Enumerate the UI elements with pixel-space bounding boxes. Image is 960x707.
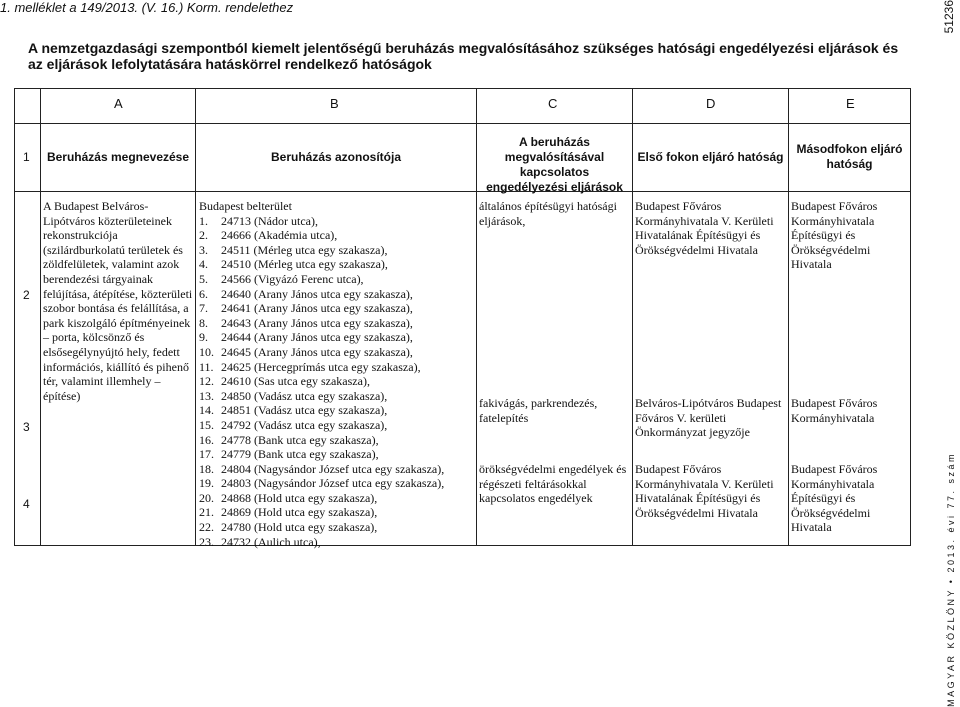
identifier-text: 24803 (Nagysándor József utca egy szakasza),: [221, 476, 445, 491]
identifier-item: [199, 462, 475, 477]
identifier-number: 11.: [199, 359, 214, 374]
identifier-text: 24792 (Vadász utca egy szakasza),: [221, 417, 388, 432]
column-letter-c: C: [548, 96, 558, 111]
first-instance-row-4: Budapest Főváros Kormányhivatala V. Kerületi Hivatalának Építésügyi és Örökségvédelmi Hivatala: [635, 462, 774, 520]
identifier-text: 24566 (Vigyázó Ferenc utca),: [221, 271, 364, 286]
identifier-item: [199, 374, 475, 389]
column-letter-b: B: [330, 96, 339, 111]
identifier-text: 24666 (Akadémia utca),: [221, 228, 338, 243]
header-procedures: A beruházás megvalósításával kapcsolatos engedélyezési eljárások: [486, 135, 623, 194]
identifier-text: 24850 (Vadász utca egy szakasza),: [221, 388, 388, 403]
identifier-item: [199, 403, 475, 418]
row-number-2: 2: [23, 288, 30, 302]
identifier-item: [199, 316, 475, 331]
identifier-text: 24640 (Arany János utca egy szakasza),: [221, 286, 413, 301]
identifier-item: [199, 345, 475, 360]
identifier-item: [199, 476, 475, 491]
identifier-cell: [199, 199, 475, 549]
row-number-4: 4: [23, 497, 30, 511]
page-number: 51236: [942, 0, 956, 34]
identifier-item: [199, 389, 475, 404]
identifier-text: 24610 (Sas utca egy szakasza),: [221, 374, 370, 389]
identifier-item: [199, 418, 475, 433]
identifier-number: 18.: [199, 461, 214, 476]
identifier-number: 16.: [199, 432, 214, 447]
identifier-number: 8.: [199, 315, 208, 330]
document-title: A nemzetgazdasági szempontból kiemelt jelentőségű beruházás megvalósításához szükséges hatósági engedélyezési eljárások és az eljárások lefolytatására hatáskörrel rendelkező hatóságok: [28, 40, 899, 72]
identifier-number: 23.: [199, 534, 214, 549]
identifier-number: 21.: [199, 505, 214, 520]
identifier-text: 24713 (Nádor utca),: [221, 213, 318, 228]
identifier-item: [199, 491, 475, 506]
investment-description: A Budapest Belváros-Lipótváros közterületeinek rekonstrukciója (szilárdburkolatú területek és zöldfelületek, valamint azok berendezési tárgyainak felújítása, átépítése, közterületi szobor bontása és felállítása, a park kiszolgáló építményeinek – porta, kölcsönző és elsősegélynyújtó hely, fedett információs, kiállító és pihenő tér, valamint illemhely – építése): [43, 199, 193, 403]
identifier-text: 24851 (Vadász utca egy szakasza),: [221, 403, 388, 418]
identifier-item: [199, 505, 475, 520]
identifier-text: 24645 (Arany János utca egy szakasza),: [221, 344, 413, 359]
procedure-row-4: örökségvédelmi engedélyek és régészeti feltárásokkal kapcsolatos engedélyek: [479, 462, 627, 506]
annex-reference: 1. melléklet a 149/2013. (V. 16.) Korm. rendelethez: [0, 0, 294, 15]
first-instance-row-3: Belváros-Lipótváros Budapest Főváros V. kerületi Önkormányzat jegyzője: [635, 396, 782, 440]
header-name: Beruházás megnevezése: [46, 150, 190, 164]
identifier-list: [199, 214, 475, 550]
identifier-text: 24804 (Nagysándor József utca egy szakasza),: [221, 461, 445, 476]
identifier-number: 20.: [199, 490, 214, 505]
identifier-item: [199, 228, 475, 243]
identifier-number: 19.: [199, 476, 214, 491]
second-instance-row-4: Budapest Főváros Kormányhivatala Építésügyi és Örökségvédelmi Hivatala: [791, 462, 878, 535]
identifier-number: 22.: [199, 520, 214, 535]
second-instance-row-2: Budapest Főváros Kormányhivatala Építésügyi és Örökségvédelmi Hivatala: [791, 199, 878, 272]
identifier-text: 24869 (Hold utca egy szakasza),: [221, 505, 378, 520]
row-number-1: 1: [23, 150, 30, 164]
identifier-item: [199, 535, 475, 550]
header-second-instance: Másodfokon eljáró hatóság: [796, 142, 903, 171]
identifier-item: [199, 243, 475, 258]
first-instance-row-2: Budapest Főváros Kormányhivatala V. Kerületi Hivatalának Építésügyi és Örökségvédelmi Hivatala: [635, 199, 774, 257]
identifier-text: 24643 (Arany János utca egy szakasza),: [221, 315, 413, 330]
identifier-number: 15.: [199, 417, 214, 432]
identifier-number: 6.: [199, 286, 208, 301]
identifier-text: 24868 (Hold utca egy szakasza),: [221, 490, 378, 505]
identifier-number: 4.: [199, 257, 208, 272]
identifier-number: 12.: [199, 374, 214, 389]
identifier-number: 7.: [199, 301, 208, 316]
identifier-item: [199, 257, 475, 272]
identifier-number: 9.: [199, 330, 208, 345]
identifier-number: 3.: [199, 242, 208, 257]
identifier-number: 10.: [199, 344, 214, 359]
identifier-item: [199, 272, 475, 287]
identifier-item: [199, 447, 475, 462]
identifier-text: 24644 (Arany János utca egy szakasza),: [221, 330, 413, 345]
second-instance-row-3: Budapest Főváros Kormányhivatala: [791, 396, 878, 425]
gazette-side-label: MAGYAR KÖZLÖNY • 2013. évi 77. szám: [946, 452, 956, 707]
identifier-item: [199, 360, 475, 375]
procedure-row-3: fakivágás, parkrendezés, fatelepítés: [479, 396, 598, 425]
identifier-number: 14.: [199, 403, 214, 418]
identifier-number: 17.: [199, 447, 214, 462]
identifier-item: [199, 330, 475, 345]
column-letter-d: D: [706, 96, 716, 111]
identifier-number: 2.: [199, 228, 208, 243]
identifier-text: 24510 (Mérleg utca egy szakasza),: [221, 257, 388, 272]
identifier-text: 24780 (Hold utca egy szakasza),: [221, 520, 378, 535]
identifier-text: 24778 (Bank utca egy szakasza),: [221, 432, 379, 447]
identifier-item: [199, 433, 475, 448]
header-identifier: Beruházás azonosítója: [270, 150, 402, 164]
identifier-item: [199, 301, 475, 316]
identifier-number: 5.: [199, 271, 208, 286]
identifier-item: [199, 520, 475, 535]
identifier-text: 24779 (Bank utca egy szakasza),: [221, 447, 379, 462]
identifier-item: [199, 287, 475, 302]
identifier-text: 24511 (Mérleg utca egy szakasza),: [221, 242, 388, 257]
identifier-number: 13.: [199, 388, 214, 403]
column-letter-e: E: [846, 96, 855, 111]
column-letter-a: A: [114, 96, 123, 111]
identifier-number: 1.: [199, 213, 208, 228]
row-number-3: 3: [23, 420, 30, 434]
identifier-text: 24732 (Aulich utca),: [221, 534, 321, 549]
identifier-text: 24625 (Hercegprímás utca egy szakasza),: [221, 359, 421, 374]
header-first-instance: Első fokon eljáró hatóság: [637, 150, 784, 164]
identifier-heading: Budapest belterület: [199, 199, 292, 213]
identifier-item: [199, 214, 475, 229]
identifier-text: 24641 (Arany János utca egy szakasza),: [221, 301, 413, 316]
procedure-row-2: általános építésügyi hatósági eljárások,: [479, 199, 617, 228]
